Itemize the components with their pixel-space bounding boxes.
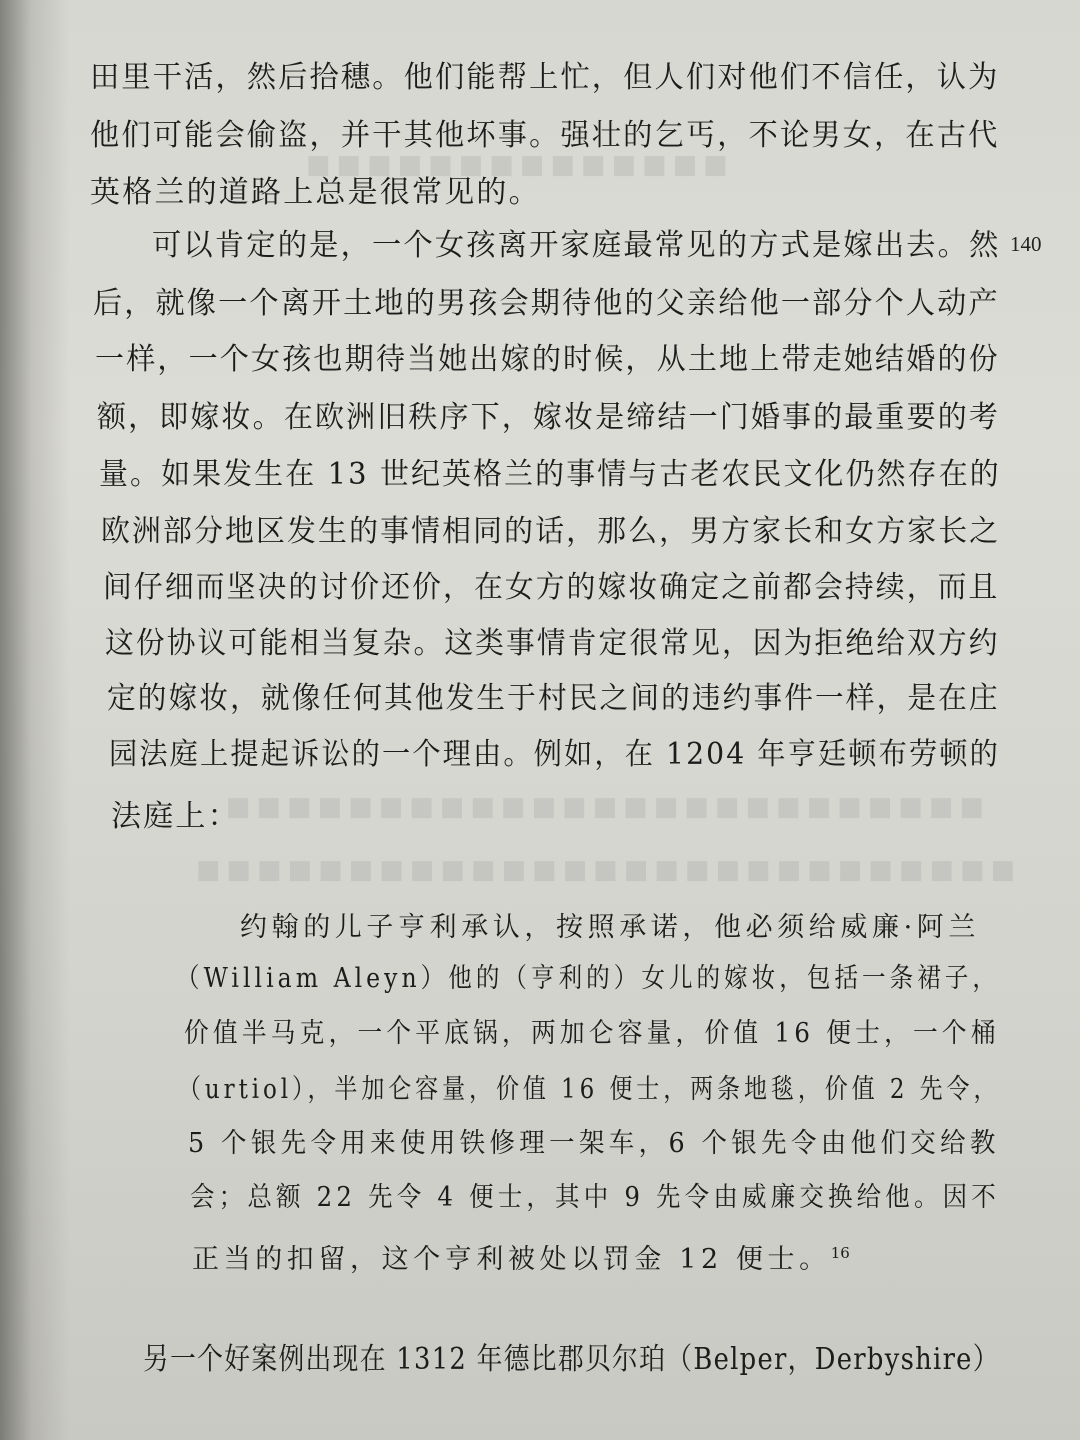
- bleed-through-text: ■■■■■■■■■■■■■■: [300, 150, 728, 180]
- quote-line: 会；总额 22 先令 4 便士，其中 9 先令由威廉交换给他。因不: [190, 1182, 1000, 1213]
- text-line: 间仔细而坚决的讨价还价，在女方的嫁妆确定之前都会持续，而且: [103, 570, 1000, 605]
- text-line: 法庭上：: [111, 799, 240, 834]
- margin-page-number: 140: [1010, 232, 1042, 256]
- text-line: 可以肯定的是，一个女孩离开家庭最常见的方式是嫁出去。然: [152, 228, 1001, 263]
- quote-line: 5 个银先令用来使用铁修理一架车，6 个银先令由他们交给教: [188, 1128, 1000, 1159]
- footnote-marker: 16: [830, 1244, 850, 1262]
- quote-line: 约翰的儿子亨利承认，按照承诺，他必须给威廉·阿兰: [240, 912, 980, 943]
- text-line: 他们可能会偷盗，并干其他坏事。强壮的乞丐，不论男女，在古代: [90, 118, 1000, 153]
- bleed-through-text: ■■■■■■■■■■■■■■■■■■■■■■■■■: [220, 792, 985, 822]
- quote-line: （William Aleyn）他的（亨利的）女儿的嫁妆，包括一条裙子，: [176, 963, 1000, 994]
- text-line: 一样，一个女孩也期待当她出嫁的时候，从土地上带走她结婚的份: [95, 342, 1000, 377]
- bleed-through-text: ■■■■■■■■■■■■■■■■■■■■■■■■■■■: [190, 855, 1016, 885]
- text-line: 英格兰的道路上总是很常见的。: [90, 175, 541, 210]
- text-line: 另一个好案例出现在 1312 年德比郡贝尔珀（Belper，Derbyshire）: [143, 1342, 1000, 1377]
- text-line: 后，就像一个离开土地的男孩会期待他的父亲给他一部分个人动产: [93, 286, 1000, 321]
- text-line: 这份协议可能相当复杂。这类事情肯定很常见，因为拒绝给双方约: [105, 626, 1000, 661]
- text-line: 量。如果发生在 13 世纪英格兰的事情与古老农民文化仍然存在的: [99, 457, 1001, 492]
- text-line: 额，即嫁妆。在欧洲旧秩序下，嫁妆是缔结一门婚事的最重要的考: [97, 400, 1000, 435]
- quote-line: 价值半马克，一个平底锅，两加仑容量，价值 16 便士，一个桶: [184, 1018, 1000, 1049]
- text-line: 田里干活，然后拾穗。他们能帮上忙，但人们对他们不信任，认为: [90, 60, 1000, 95]
- text-line: 园法庭上提起诉讼的一个理由。例如，在 1204 年亨廷顿布劳顿的: [109, 737, 1000, 772]
- quote-line: 正当的扣留，这个亨利被处以罚金 12 便士。$^{16}$: [192, 1244, 850, 1275]
- text-line: 欧洲部分地区发生的事情相同的话，那么，男方家长和女方家长之: [101, 514, 1001, 549]
- text-line: 定的嫁妆，就像任何其他发生于村民之间的违约事件一样，是在庄: [107, 681, 1000, 716]
- quote-line: （urtiol），半加仑容量，价值 16 便士，两条地毯，价值 2 先令，: [178, 1074, 1001, 1105]
